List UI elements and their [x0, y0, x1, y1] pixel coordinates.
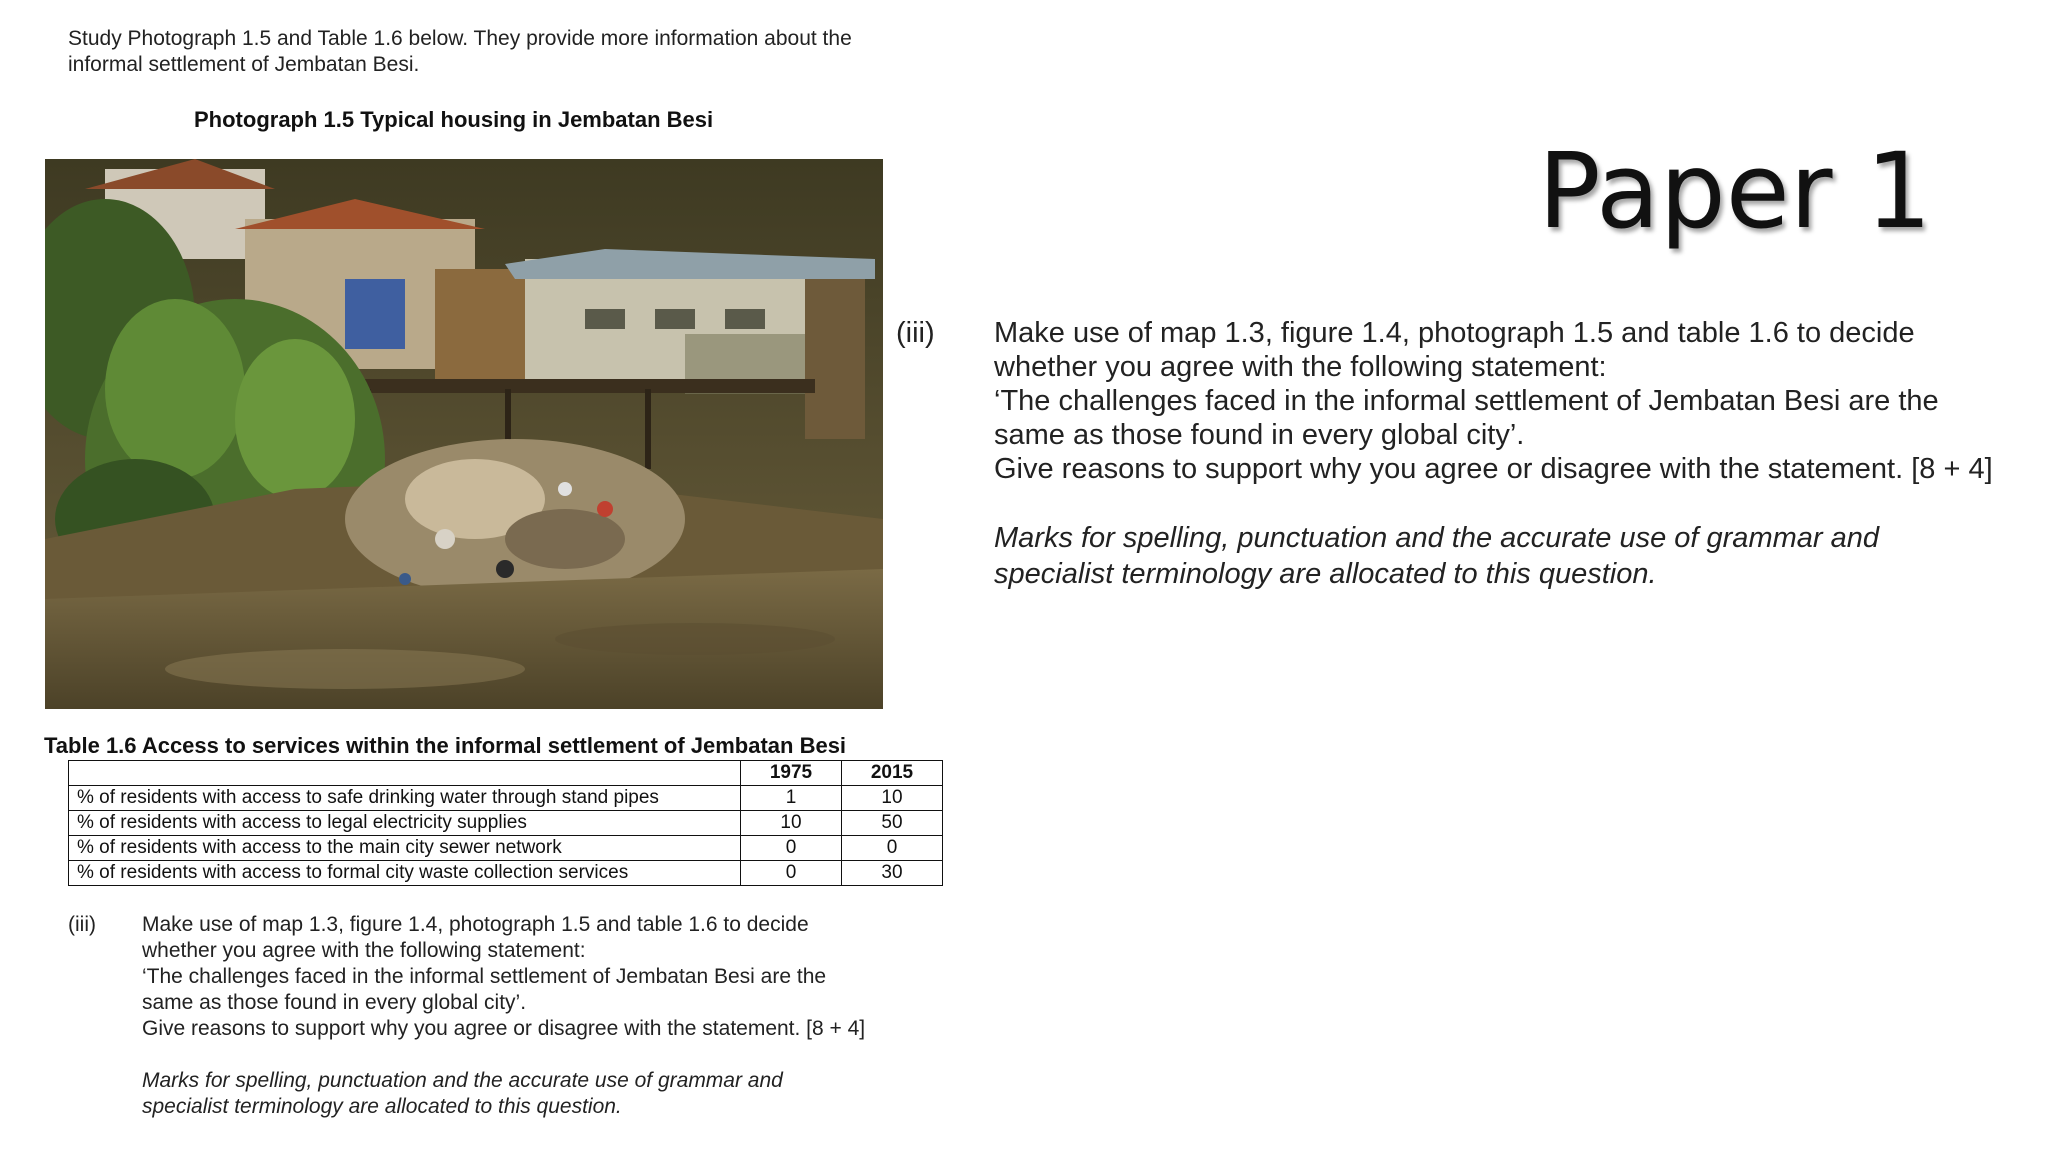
table-cell-label: % of residents with access to safe drinking water through stand pipes — [69, 786, 741, 811]
question-line-4: same as those found in every global city’. — [994, 419, 1525, 451]
table-header-cell — [69, 761, 741, 786]
services-table — [68, 760, 943, 886]
slide-title: Paper 1 — [1538, 130, 1932, 252]
table-cell-label: % of residents with access to the main city sewer network — [69, 836, 741, 861]
photo-caption: Photograph 1.5 Typical housing in Jembatan Besi — [194, 107, 714, 132]
marks-note-line-2: specialist terminology are allocated to this question. — [994, 558, 1657, 590]
table-cell-label: % of residents with access to formal city waste collection services — [69, 861, 741, 886]
table-cell-1975: 1 — [741, 786, 842, 811]
table-header-cell: 1975 — [741, 761, 842, 786]
table-cell-2015: 50 — [842, 811, 943, 836]
question-line-3: ‘The challenges faced in the informal settlement of Jembatan Besi are the — [994, 385, 1939, 417]
settlement-photo-illustration — [45, 159, 883, 709]
settlement-photo — [45, 159, 883, 709]
table-cell-2015: 10 — [842, 786, 943, 811]
question-line-1: Make use of map 1.3, figure 1.4, photograph 1.5 and table 1.6 to decide — [142, 913, 809, 936]
table-cell-1975: 0 — [741, 861, 842, 886]
question-number: (iii) — [68, 913, 96, 936]
question-line-3: ‘The challenges faced in the informal settlement of Jembatan Besi are the — [142, 965, 827, 988]
intro-line-2: informal settlement of Jembatan Besi. — [68, 53, 420, 76]
question-line-5: Give reasons to support why you agree or disagree with the statement. [8 + 4] — [994, 453, 1993, 485]
table-cell-label: % of residents with access to legal electricity supplies — [69, 811, 741, 836]
marks-note — [142, 1068, 942, 1120]
question-line-5: Give reasons to support why you agree or disagree with the statement. [8 + 4] — [142, 1017, 866, 1040]
marks-note-line-1: Marks for spelling, punctuation and the accurate use of grammar and — [994, 522, 1879, 554]
table-header-cell: 2015 — [842, 761, 943, 786]
intro-line-1: Study Photograph 1.5 and Table 1.6 below. They provide more information about the — [68, 27, 852, 50]
table-row — [69, 836, 943, 861]
marks-note — [994, 520, 1994, 592]
question-line-2: whether you agree with the following statement: — [994, 351, 1607, 383]
table-cell-2015: 30 — [842, 861, 943, 886]
question-line-2: whether you agree with the following statement: — [142, 939, 586, 962]
question-line-4: same as those found in every global city’. — [142, 991, 527, 1014]
marks-note-line-1: Marks for spelling, punctuation and the accurate use of grammar and — [142, 1069, 783, 1092]
question-body — [994, 316, 2044, 486]
table-row — [69, 786, 943, 811]
table-cell-1975: 0 — [741, 836, 842, 861]
intro-text — [68, 26, 948, 78]
table-cell-1975: 10 — [741, 811, 842, 836]
table-row — [69, 811, 943, 836]
marks-note-line-2: specialist terminology are allocated to this question. — [142, 1095, 622, 1118]
question-line-1: Make use of map 1.3, figure 1.4, photograph 1.5 and table 1.6 to decide — [994, 317, 1915, 349]
table-row — [69, 861, 943, 886]
question-number: (iii) — [896, 317, 935, 349]
table-cell-2015: 0 — [842, 836, 943, 861]
question-body — [142, 912, 968, 1042]
table-caption: Table 1.6 Access to services within the informal settlement of Jembatan Besi — [44, 733, 847, 758]
table-header-row — [69, 761, 943, 786]
